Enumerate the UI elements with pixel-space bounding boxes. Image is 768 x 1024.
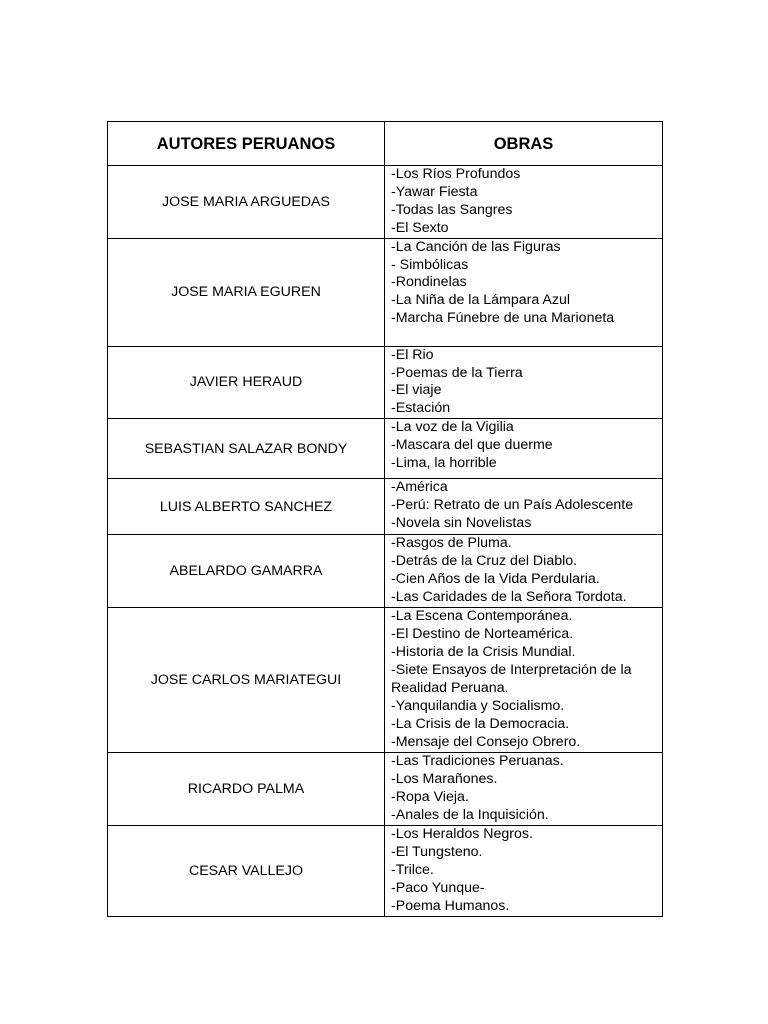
- work-title: -La Niña de la Lámpara Azul: [391, 292, 571, 309]
- table-row: [108, 826, 663, 917]
- works-list: [385, 826, 663, 917]
- header-works: OBRAS: [385, 122, 663, 166]
- table-row: [108, 166, 663, 239]
- authors-works-table: [107, 121, 663, 917]
- work-title: -Anales de la Inquisición.: [391, 806, 549, 823]
- table-row: [108, 238, 663, 346]
- work-title: -Mascara del que duerme: [391, 437, 553, 454]
- works-list: [385, 479, 663, 535]
- work-title: -Los Marañones.: [391, 771, 498, 788]
- work-title: -El Rio: [391, 346, 434, 363]
- table-header-row: [108, 122, 663, 166]
- works-list: [385, 166, 663, 239]
- table-row: [108, 535, 663, 608]
- work-title: -La Escena Contemporánea.: [391, 608, 573, 625]
- work-title: -Detrás de la Cruz del Diablo.: [391, 553, 578, 570]
- work-title: -Las Tradiciones Peruanas.: [391, 753, 564, 770]
- table-row: [108, 479, 663, 535]
- work-title: -Ropa Vieja.: [391, 789, 469, 806]
- work-title: -Trilce.: [391, 862, 434, 879]
- author-name: ABELARDO GAMARRA: [108, 535, 385, 608]
- work-title: -Todas las Sangres: [391, 201, 513, 218]
- table-row: [108, 608, 663, 753]
- works-list: [385, 419, 663, 479]
- author-name: JOSE CARLOS MARIATEGUI: [108, 608, 385, 753]
- work-title: -El Tungsteno.: [391, 844, 483, 861]
- work-title: -El Destino de Norteamérica.: [391, 626, 574, 643]
- work-title: -Cien Años de la Vida Perdularia.: [391, 571, 600, 588]
- author-name: JOSE MARIA ARGUEDAS: [108, 166, 385, 239]
- table-row: [108, 346, 663, 419]
- work-title: -Marcha Fúnebre de una Marioneta: [391, 310, 615, 327]
- author-name: JOSE MARIA EGUREN: [108, 238, 385, 346]
- work-title: -Mensaje del Consejo Obrero.: [391, 733, 581, 750]
- work-title: -Perú: Retrato de un País Adolescente: [391, 497, 634, 514]
- works-list: [385, 346, 663, 419]
- work-title: -La voz de la Vigilia: [391, 419, 514, 436]
- work-title: -Siete Ensayos de Interpretación de la Realidad Peruana.: [391, 661, 632, 696]
- work-title: -Rasgos de Pluma.: [391, 535, 512, 552]
- author-name: LUIS ALBERTO SANCHEZ: [108, 479, 385, 535]
- works-list: [385, 238, 663, 346]
- work-title: -Los Heraldos Negros.: [391, 826, 533, 843]
- table-row: [108, 419, 663, 479]
- table-row: [108, 753, 663, 826]
- work-title: -América: [391, 479, 448, 496]
- work-title: - Simbólicas: [391, 256, 469, 273]
- work-title: -Lima, la horrible: [391, 455, 497, 472]
- work-title: -Las Caridades de la Señora Tordota.: [391, 588, 627, 605]
- work-title: -Los Ríos Profundos: [391, 166, 521, 182]
- author-name: JAVIER HERAUD: [108, 346, 385, 419]
- author-name: CESAR VALLEJO: [108, 826, 385, 917]
- work-title: -La Canción de las Figuras: [391, 238, 561, 255]
- header-authors: AUTORES PERUANOS: [108, 122, 385, 166]
- work-title: -El Sexto: [391, 219, 449, 236]
- work-title: -Estación: [391, 400, 451, 417]
- works-list: [385, 753, 663, 826]
- work-title: -Yawar Fiesta: [391, 183, 478, 200]
- table-body: [108, 166, 663, 917]
- work-title: -Novela sin Novelistas: [391, 515, 532, 532]
- work-title: -El viaje: [391, 382, 442, 399]
- works-list: [385, 535, 663, 608]
- work-title: -Rondinelas: [391, 274, 467, 291]
- work-title: -Poema Humanos.: [391, 897, 510, 914]
- work-title: -La Crisis de la Democracia.: [391, 715, 570, 732]
- work-title: -Historia de la Crisis Mundial.: [391, 644, 576, 661]
- author-name: RICARDO PALMA: [108, 753, 385, 826]
- work-title: -Yanquilandia y Socialismo.: [391, 697, 565, 714]
- author-name: SEBASTIAN SALAZAR BONDY: [108, 419, 385, 479]
- work-title: -Paco Yunque-: [391, 879, 485, 896]
- works-list: [385, 608, 663, 753]
- work-title: -Poemas de la Tierra: [391, 364, 523, 381]
